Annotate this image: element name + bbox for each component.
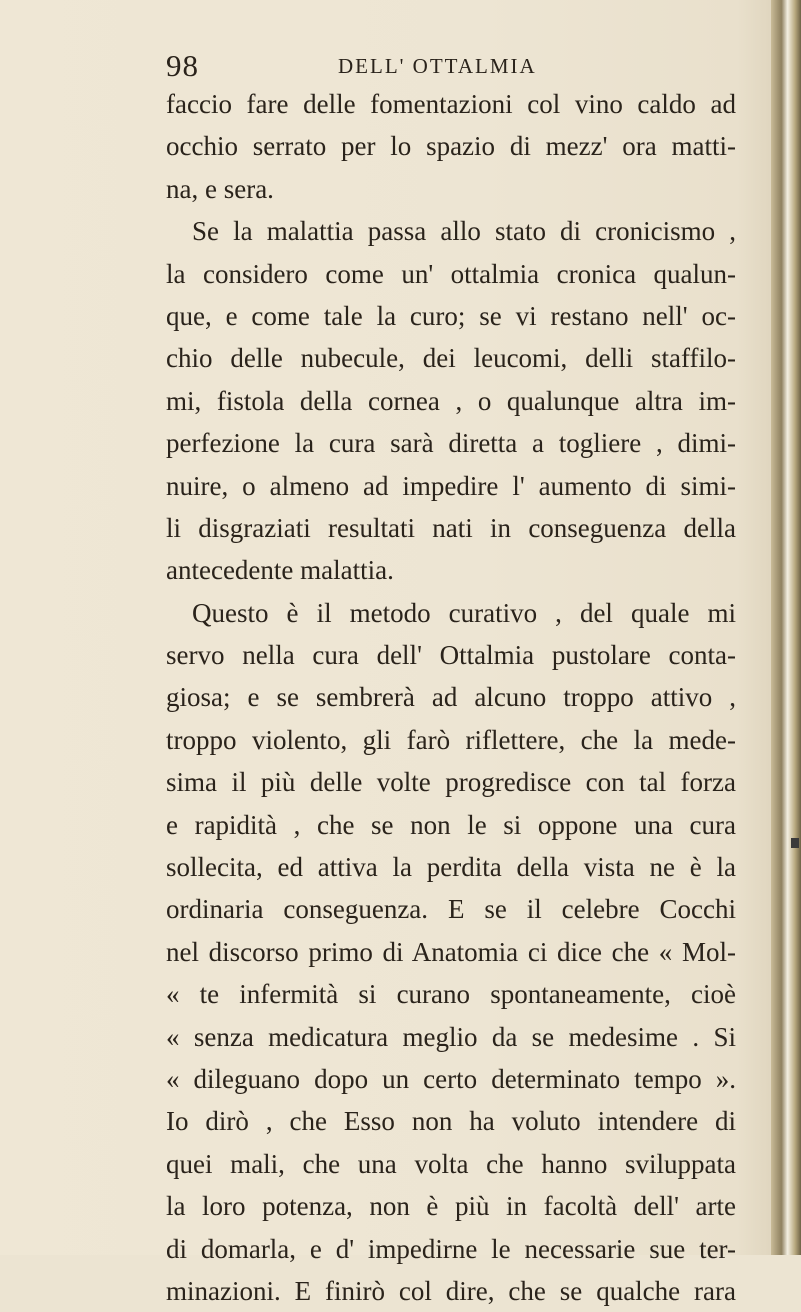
text-line: di domarla, e d' impedirne le necessarie sue ter- [166,1233,736,1264]
text-line: Io dirò , che Esso non ha voluto intendere di [166,1106,736,1137]
text-line: mi, fistola della cornea , o qualunque altra im- [166,385,736,416]
text-line: servo nella cura dell' Ottalmia pustolare conta- [166,640,736,671]
text-line: minazioni. E finirò col dire, che se qualche rara [166,1275,736,1306]
text-line: la considero come un' ottalmia cronica qualun- [166,258,736,289]
text-line: antecedente malattia. [166,555,394,586]
text-line: Questo è il metodo curativo , del quale mi [192,597,736,628]
text-line: ordinaria conseguenza. E se il celebre Cocchi [166,894,736,925]
text-line: sollecita, ed attiva la perdita della vista ne è la [166,852,736,883]
page-number: 98 [166,48,199,83]
text-line: na, e sera. [166,173,274,204]
running-head: DELL' OTTALMIA [338,54,537,78]
page-binding-edge [771,0,801,1255]
text-line: faccio fare delle fomentazioni col vino caldo ad [166,89,736,119]
text-line: giosa; e se sembrerà ad alcuno troppo attivo , [166,682,736,713]
text-line: sima il più delle volte progredisce con tal forza [166,767,736,798]
page-header [0,48,801,84]
text-line: que, e come tale la curo; se vi restano nell' oc- [166,300,736,331]
body-text [166,83,736,1312]
text-line: li disgraziati resultati nati in conseguenza della [166,512,736,543]
text-line: chio delle nubecule, dei leucomi, delli staffilo- [166,343,736,374]
text-line: nuire, o almeno ad impedire l' aumento di simi- [166,470,736,501]
text-line: occhio serrato per lo spazio di mezz' ora matti- [166,131,736,162]
text-line: « te infermità si curano spontaneamente, cioè [166,979,736,1010]
text-line: nel discorso primo di Anatomia ci dice che « Mol- [166,936,736,967]
text-line: « dileguano dopo un certo determinato tempo ». [166,1063,736,1094]
text-line: troppo violento, gli farò riflettere, che la mede- [166,724,736,755]
text-line: « senza medicatura meglio da se medesime . Si [166,1021,736,1052]
text-line: la loro potenza, non è più in facoltà dell' arte [166,1191,736,1222]
text-line: quei mali, che una volta che hanno sviluppata [166,1148,736,1179]
text-line: Se la malattia passa allo stato di cronicismo , [192,216,736,247]
text-line: perfezione la cura sarà diretta a togliere , dimi- [166,428,736,459]
binding-marker [791,838,799,848]
text-line: e rapidità , che se non le si oppone una cura [166,809,736,840]
